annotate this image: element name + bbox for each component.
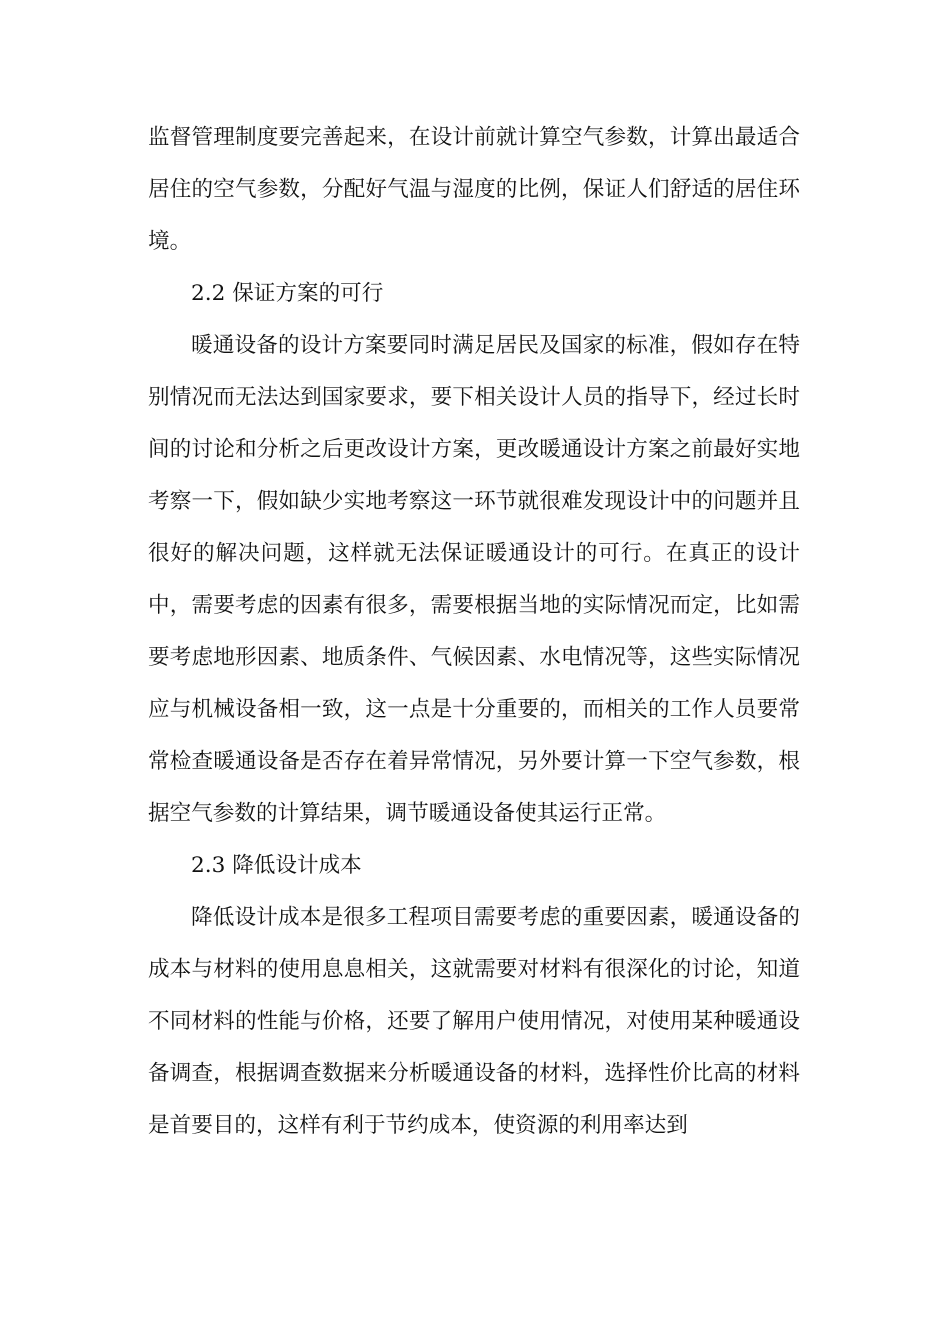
- document-page: [148, 112, 800, 1152]
- body-paragraph-continued: 监督管理制度要完善起来，在设计前就计算空气参数，计算出最适合居住的空气参数，分配好气温与湿度的比例，保证人们舒适的居住环境。: [148, 125, 800, 254]
- section-heading-2-2: 2.2 保证方案的可行: [191, 281, 384, 306]
- body-paragraph: 降低设计成本是很多工程项目需要考虑的重要因素，暖通设备的成本与材料的使用息息相关，这就需要对材料有很深化的讨论，知道不同材料的性能与价格，还要了解用户使用情况，对使用某种暖通设备调查，根据调查数据来分析暖通设备的材料，选择性价比高的材料是首要目的，这样有利于节约成本，使资源的利用率达到: [148, 905, 800, 1138]
- section-heading-2-3: 2.3 降低设计成本: [191, 853, 362, 878]
- body-paragraph: 暖通设备的设计方案要同时满足居民及国家的标准，假如存在特别情况而无法达到国家要求，要下相关设计人员的指导下，经过长时间的讨论和分析之后更改设计方案，更改暖通设计方案之前最好实地考察一下，假如缺少实地考察这一环节就很难发现设计中的问题并且很好的解决问题，这样就无法保证暖通设计的可行。在真正的设计中，需要考虑的因素有很多，需要根据当地的实际情况而定，比如需要考虑地形因素、地质条件、气候因素、水电情况等，这些实际情况应与机械设备相一致，这一点是十分重要的，而相关的工作人员要常常检查暖通设备是否存在着异常情况，另外要计算一下空气参数，根据空气参数的计算结果，调节暖通设备使其运行正常。: [148, 333, 800, 826]
